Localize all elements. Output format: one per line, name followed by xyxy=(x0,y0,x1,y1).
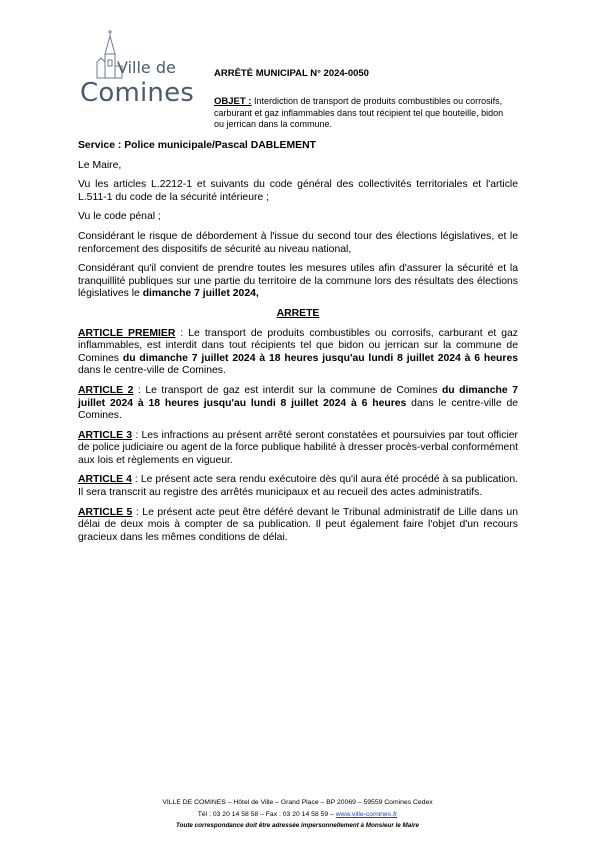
service-line: Service : Police municipale/Pascal DABLEMENT xyxy=(78,140,316,151)
article-4-text: : Le présent acte sera rendu exécutoire dès qu'il aura été procédé à sa publication. Il sera transcrit au registre des arrêtés municipaux et au recueil des actes administratifs. xyxy=(78,474,518,499)
article-3-text: : Les infractions au présent arrêté seront constatées et poursuivies par tout officier de police judiciaire ou agent de la force publique habilité à dresser procès-verbal conformément aux lois et règlements en vigueur. xyxy=(78,429,518,466)
article-2-label: ARTICLE 2 xyxy=(78,384,134,396)
article-2-period: du dimanche 7 juillet 2024 à 18 heures jusqu'au lundi 8 juillet 2024 à 6 heures xyxy=(78,384,518,409)
article-3-label: ARTICLE 3 xyxy=(78,429,133,441)
document-body xyxy=(78,140,518,551)
article-4-label: ARTICLE 4 xyxy=(78,474,132,486)
article-1 xyxy=(78,328,518,378)
article-2 xyxy=(78,385,518,423)
arrete-heading: ARRETE xyxy=(276,307,320,319)
considerant-2-text: Considérant qu'il convient de prendre toutes les mesures utiles afin d'assurer la sécurité et la tranquillité publiques sur une partie du territoire de la commune lors des résultats des élections législatives le xyxy=(78,263,518,300)
article-3 xyxy=(78,430,518,468)
article-2-text-end: dans le centre-ville de Comines. xyxy=(78,397,518,422)
article-1-label: ARTICLE PREMIER xyxy=(78,327,176,339)
considerant-2-date: dimanche 7 juillet 2024, xyxy=(142,288,259,300)
article-1-text: : Le transport de produits combustibles ou corrosifs, carburant et gaz inflammables, est interdit dans tout récipients tel que bidon ou jerrican sur la commune de Comines xyxy=(78,327,518,364)
article-2-text: : Le transport de gaz est interdit sur la commune de Comines xyxy=(133,384,442,396)
article-5-label: ARTICLE 5 xyxy=(78,506,133,518)
city-logo xyxy=(78,28,196,110)
objet-text: Interdiction de transport de produits combustibles ou corrosifs, carburant et gaz inflammables dans tout récipient tel que bouteille, bidon ou jerrican dans la commune. xyxy=(214,96,504,129)
logo-text-ville: Ville de xyxy=(117,58,176,77)
vu-articles: Vu les articles L.2212-1 et suivants du code général des collectivités territoriales et l'article L.511-1 du code de la sécurité intérieure ; xyxy=(78,179,518,203)
considerant-2 xyxy=(78,263,518,301)
considerant-1: Considérant le risque de débordement à l'issue du second tour des élections législatives, et le renforcement des dispositifs de sécurité au niveau national, xyxy=(78,230,518,255)
footer-contact xyxy=(0,809,595,821)
page-footer xyxy=(0,797,595,832)
logo-text-comines: Comines xyxy=(80,78,195,108)
footer-address: VILLE DE COMINES – Hôtel de Ville – Grand Place – BP 20069 – 59559 Comines Cedex xyxy=(162,799,433,806)
article-1-text-end: dans le centre-ville de Comines. xyxy=(78,365,226,377)
footer-notice: Toute correspondance doit être adressée impersonnellement à Monsieur le Maire xyxy=(176,822,419,829)
le-maire: Le Maire, xyxy=(78,159,122,171)
article-4 xyxy=(78,474,518,499)
objet-label: OBJET : xyxy=(214,96,252,107)
footer-website-link[interactable]: www.ville-comines.fr xyxy=(335,810,398,818)
footer-phone-fax: Tél : 03 20 14 58 58 – Fax : 03 20 14 58 59 – xyxy=(197,810,336,818)
vu-code-penal: Vu le code pénal ; xyxy=(78,211,161,223)
article-1-period: du dimanche 7 juillet 2024 à 18 heures jusqu'au lundi 8 juillet 2024 à 6 heures xyxy=(122,352,519,364)
article-5-text: : Le présent acte peut être déféré devant le Tribunal administratif de Lille dans un délai de deux mois à compter de sa publication. Il peut également faire l'objet d'un recours gracieux dans les mêmes conditions de délai. xyxy=(78,506,518,543)
article-5 xyxy=(78,507,518,545)
document-title: ARRÊTÉ MUNICIPAL N° 2024-0050 xyxy=(214,68,369,79)
objet-block xyxy=(214,96,514,131)
